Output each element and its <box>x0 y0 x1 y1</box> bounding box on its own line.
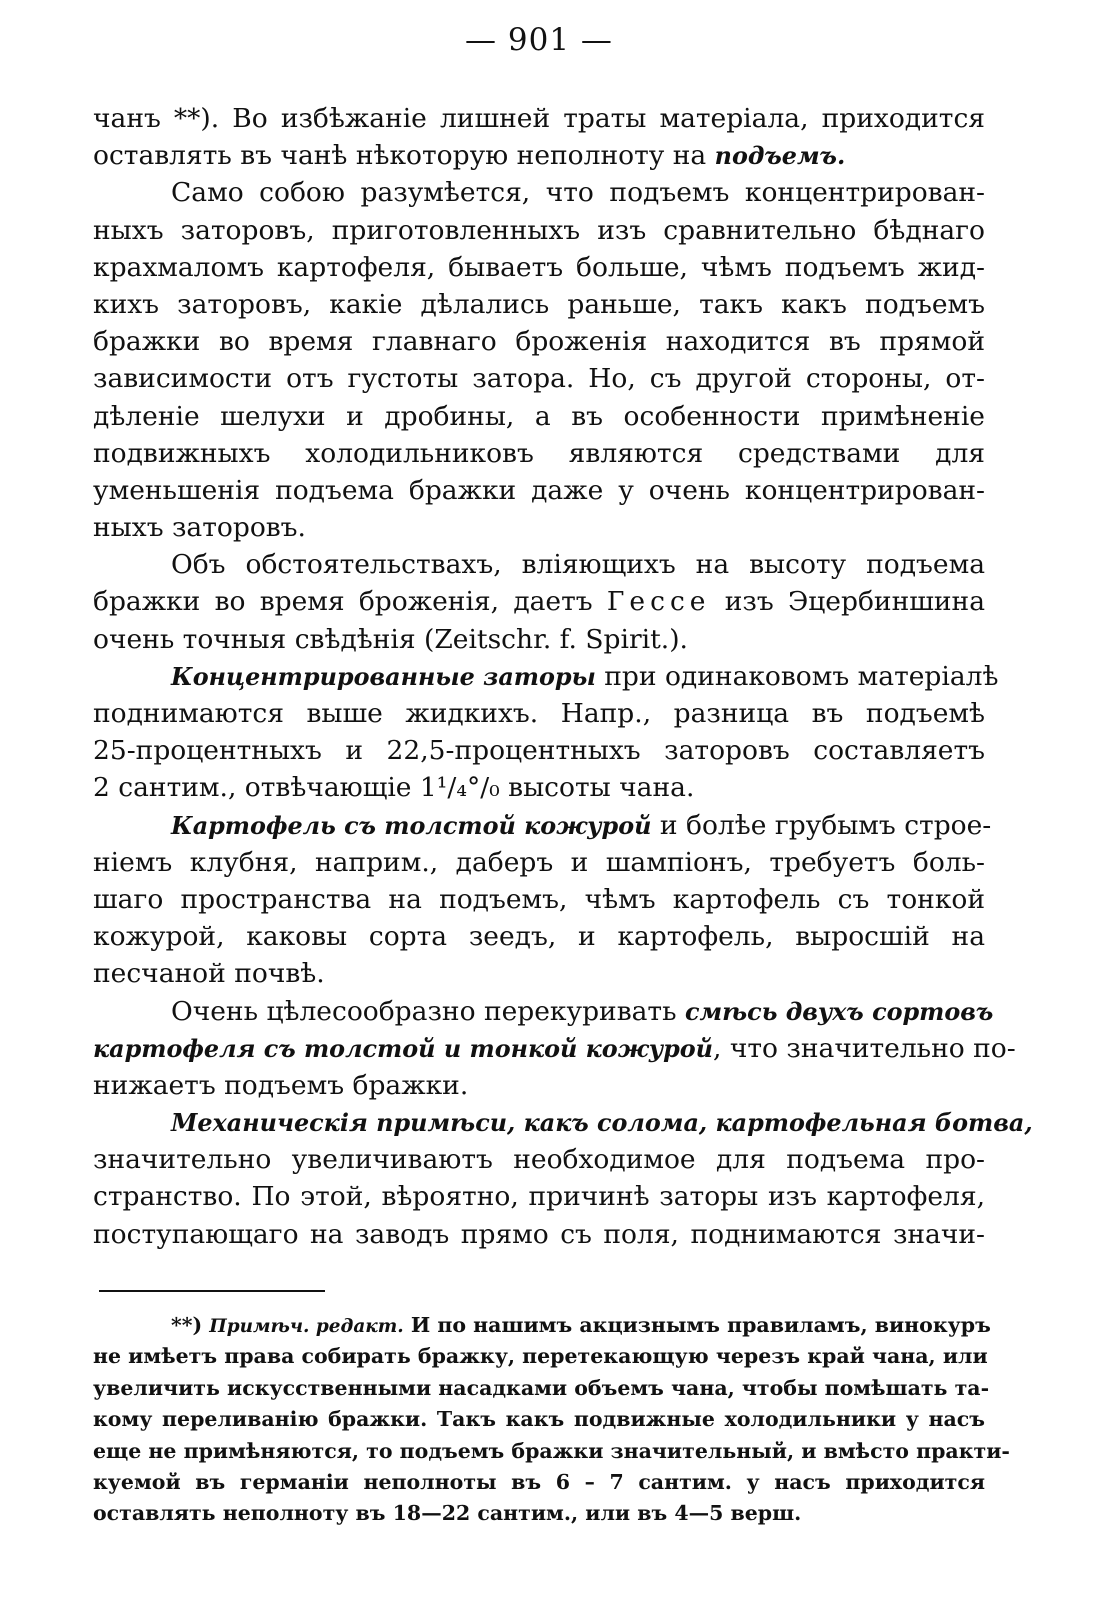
footnote-divider <box>99 1290 325 1292</box>
footnote-line: куемой въ германіи неполноты въ 6 – 7 сантим. у насъ приходится <box>93 1469 985 1494</box>
text-line: 25-процентныхъ и 22,5-процентныхъ заторовъ составляетъ <box>93 735 985 767</box>
footnote-marker: **) <box>171 1313 203 1337</box>
text-line: песчаной почвѣ. <box>93 958 325 990</box>
body-text <box>93 100 1033 1253</box>
italic-term: подъемъ. <box>714 142 846 171</box>
text-segment: Очень цѣлесообразно перекуривать <box>171 995 685 1027</box>
footnote <box>93 1310 1010 1530</box>
text-line: очень точныя свѣдѣнія (Zeitschr. f. Spirit.). <box>93 623 688 655</box>
text-line: зависимости отъ густоты затора. Но, съ другой стороны, от- <box>93 363 985 395</box>
footnote-line: оставлять неполноту въ 18—22 сантим., или въ 4—5 верш. <box>93 1501 802 1526</box>
text-line <box>93 993 994 1030</box>
text-line: кожурой, каковы сорта зеедъ, и картофель, выросшій на <box>93 921 985 953</box>
italic-term: Концентрированные заторы <box>171 662 596 691</box>
text-line <box>93 1030 1016 1067</box>
italic-term: смѣсь двухъ сортовъ <box>684 997 994 1026</box>
text-line: Само собою разумѣется, что подъемъ концентрирован- <box>171 177 985 209</box>
text-line: шаго пространства на подъемъ, чѣмъ картофель съ тонкой <box>93 883 985 915</box>
text-line: ніемъ клубня, наприм., даберъ и шампіонъ, требуетъ боль- <box>93 846 985 878</box>
text-line: крахмаломъ картофеля, бываетъ больше, чѣмъ подъемъ жид- <box>93 251 985 283</box>
text-segment: , что значительно по- <box>713 1032 1016 1064</box>
footnote-line: кому переливанію бражки. Такъ какъ подвижные холодильники у насъ <box>93 1407 985 1432</box>
text-line: поднимаются выше жидкихъ. Напр., разница въ подъемѣ <box>93 698 985 729</box>
italic-term: картофеля съ толстой и тонкой кожурой <box>93 1034 713 1063</box>
footnote-line: увеличить искусственными насадками объемъ чана, чтобы помѣшать та- <box>93 1375 990 1400</box>
page-number: — 901 — <box>465 22 613 58</box>
footnote-line <box>93 1310 991 1341</box>
text-segment: бражки во время броженія, даетъ <box>93 586 607 618</box>
text-segment: И по нашимъ акцизнымъ правиламъ, винокуръ <box>403 1313 991 1337</box>
text-line: поступающаго на заводъ прямо съ поля, поднимаются значи- <box>93 1218 985 1250</box>
text-line: бражки во время главнаго броженія находится въ прямой <box>93 326 985 358</box>
text-line: подвижныхъ холодильниковъ являются средствами для <box>93 437 985 469</box>
text-line: кихъ заторовъ, какіе дѣлались раньше, такъ какъ подъемъ <box>93 288 985 320</box>
italic-term: Механическія примѣси, какъ солома, картофельная ботва, <box>171 1109 1033 1138</box>
text-line: ныхъ заторовъ, приготовленныхъ изъ сравнительно бѣднаго <box>93 214 985 246</box>
text-line: странство. По этой, вѣроятно, причинѣ заторы изъ картофеля, <box>93 1181 985 1213</box>
text-line: уменьшенія подъема бражки даже у очень концентрирован- <box>93 474 985 506</box>
text-line: значительно увеличиваютъ необходимое для подъема про- <box>93 1144 985 1176</box>
text-segment: и болѣе грубымъ строе- <box>651 809 992 841</box>
document-page <box>93 0 1033 1606</box>
author-name: Гессе <box>606 586 711 618</box>
text-line: ныхъ заторовъ. <box>93 512 306 544</box>
text-line: дѣленіе шелухи и дробины, а въ особенности примѣненіе <box>93 400 985 432</box>
footnote-line: еще не примѣняются, то подъемъ бражки значительный, и вмѣсто практи- <box>93 1438 1010 1463</box>
text-line <box>93 658 999 695</box>
text-line: 2 сантим., отвѣчающіе 1¹/₄°/₀ высоты чана. <box>93 772 695 804</box>
text-line <box>93 1104 1033 1141</box>
text-line <box>93 807 992 844</box>
text-segment: изъ Эцербиншина <box>710 586 985 618</box>
text-segment: оставлять въ чанѣ нѣкоторую неполноту на <box>93 140 715 172</box>
text-line <box>93 583 985 620</box>
text-segment: при одинаковомъ матеріалѣ <box>595 660 999 692</box>
italic-term: Картофель съ толстой кожурой <box>171 811 652 840</box>
text-line <box>93 137 985 174</box>
text-line: чанъ **). Во избѣжаніе лишней траты матеріала, приходится <box>93 103 985 134</box>
text-line: Объ обстоятельствахъ, вліяющихъ на высоту подъема <box>171 549 985 581</box>
footnote-line: не имѣетъ права собирать бражку, перетекающую черезъ край чана, или <box>93 1344 988 1369</box>
text-line: нижаетъ подъемъ бражки. <box>93 1069 469 1101</box>
footnote-label: Примѣч. редакт. <box>209 1316 404 1337</box>
